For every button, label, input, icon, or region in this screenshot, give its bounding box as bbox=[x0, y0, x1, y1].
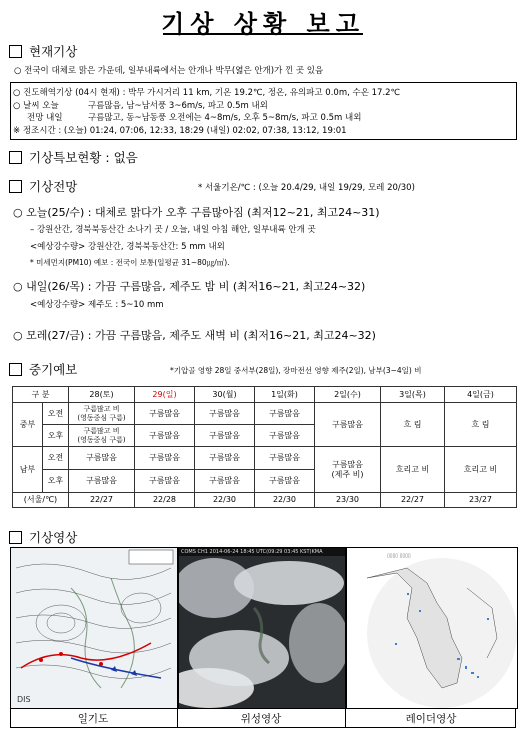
table-temp-row bbox=[13, 493, 517, 508]
table-cell: 구름많음 bbox=[135, 403, 195, 425]
table-day-header: 4일(금) bbox=[445, 387, 517, 403]
weather-tomorrow-label: 전망 내일 bbox=[27, 113, 63, 123]
section-midterm bbox=[9, 360, 77, 378]
section-special-heading: 기상특보현황 : 없음 bbox=[29, 150, 138, 165]
tide-times: ※ 정조시간 : (오늘) 01:24, 07:06, 12:33, 18:29 (내일) 02:02, 07:38, 13:12, 19:01 bbox=[13, 126, 347, 136]
forecast-tomorrow: ○ 내일(26/목) : 가끔 구름많음, 제주도 밤 비 (최저16~21, 최고24~32) bbox=[13, 280, 366, 293]
temp-cell: 22/30 bbox=[195, 493, 255, 508]
section-midterm-heading: 중기예보 bbox=[29, 362, 78, 377]
table-day-header: 28(토) bbox=[69, 387, 135, 403]
table-cell: 구름많음 bbox=[255, 403, 315, 425]
radar-image bbox=[346, 547, 518, 709]
current-summary: ○ 전국이 대체로 맑은 가운데, 일부내륙에서는 안개나 박무(엷은 안개)가 낀 곳 있음 bbox=[14, 66, 324, 76]
table-cell: 흐리고 비 bbox=[381, 447, 445, 493]
chart-tag: DIS bbox=[17, 695, 31, 704]
satellite-icon bbox=[179, 548, 345, 708]
pm-label: 오후 bbox=[43, 425, 69, 447]
radar-icon bbox=[347, 548, 517, 708]
table-cell: 구름많고 비 (영동중심 구름) bbox=[69, 425, 135, 447]
temp-cell: 22/28 bbox=[135, 493, 195, 508]
caption-divider bbox=[345, 708, 346, 728]
temp-cell: 22/30 bbox=[255, 493, 315, 508]
section-images bbox=[9, 528, 77, 546]
table-row bbox=[13, 403, 517, 425]
section-forecast bbox=[9, 177, 77, 195]
temp-cell: 22/27 bbox=[381, 493, 445, 508]
satellite-header: COMS CH1 2014-06-24 18:45 UTC(09:29 03:45 KST)KMA bbox=[181, 549, 323, 555]
table-cell: 구름많음 bbox=[69, 470, 135, 493]
caption-satellite: 위성영상 bbox=[240, 713, 282, 725]
midterm-table bbox=[12, 386, 517, 508]
temp-cell: 22/27 bbox=[69, 493, 135, 508]
title-underline bbox=[163, 33, 363, 35]
table-day-header: 3일(목) bbox=[381, 387, 445, 403]
table-cell: 구름많음 bbox=[69, 447, 135, 470]
table-cell: 구름많음 bbox=[315, 403, 381, 447]
table-day-header: 29(일) bbox=[135, 387, 195, 403]
table-cell: 구름많음 bbox=[135, 447, 195, 470]
svg-text:▯▯▯▯ ▯▯▯▯: ▯▯▯▯ ▯▯▯▯ bbox=[387, 553, 411, 559]
table-header-label: 구 분 bbox=[13, 387, 69, 403]
table-cell: 구름많음 bbox=[135, 425, 195, 447]
weather-today-label: ○ 날씨 오늘 bbox=[13, 101, 59, 111]
weather-chart-icon bbox=[11, 548, 177, 708]
section-box-icon bbox=[9, 45, 22, 58]
weather-tomorrow-text: 구름많고, 동~남동풍 오전에는 4~8m/s, 오후 5~8m/s, 파고 0.5m 내외 bbox=[88, 113, 362, 123]
midterm-note: *기압골 영향 28일 중서부(28일), 장마전선 영향 제주(2일), 남부(3~4일) 비 bbox=[170, 366, 422, 375]
sea-weather-line: ○ 진도해역기상 (04시 현재) : 박무 가시거리 11 km, 기온 19.2℃, 정온, 유의파고 0.0m, 수온 17.2℃ bbox=[13, 88, 401, 98]
seoul-temperature: * 서울기온/℃ : (오늘 20.4/29, 내일 19/29, 모레 20/30) bbox=[198, 183, 415, 193]
table-cell: 구름많음 bbox=[255, 447, 315, 470]
weather-today-text: 구름많음, 남~남서풍 3~6m/s, 파고 0.5m 내외 bbox=[88, 101, 268, 111]
table-cell: 구름많음 (제주 비) bbox=[315, 447, 381, 493]
forecast-today: ○ 오늘(25/수) : 대체로 맑다가 오후 구름많아짐 (최저12~21, 최고24~31) bbox=[13, 206, 380, 219]
section-box-icon bbox=[9, 363, 22, 376]
table-cell: 구름많음 bbox=[195, 425, 255, 447]
table-row bbox=[13, 447, 517, 470]
section-box-icon bbox=[9, 151, 22, 164]
table-header-row bbox=[13, 387, 517, 403]
forecast-dayafter: ○ 모레(27/금) : 가끔 구름많음, 제주도 새벽 비 (최저16~21, 최고24~32) bbox=[13, 329, 376, 342]
section-current bbox=[9, 42, 77, 60]
region-central: 중부 bbox=[13, 403, 43, 447]
table-day-header: 1일(화) bbox=[255, 387, 315, 403]
section-special bbox=[9, 148, 138, 166]
section-forecast-heading: 기상전망 bbox=[29, 179, 78, 194]
table-cell: 구름많음 bbox=[195, 447, 255, 470]
am-label: 오전 bbox=[43, 447, 69, 470]
table-cell: 구름많고 비 (영동중심 구름) bbox=[69, 403, 135, 425]
section-box-icon bbox=[9, 180, 22, 193]
section-images-heading: 기상영상 bbox=[29, 530, 78, 545]
table-cell: 흐리고 비 bbox=[445, 447, 517, 493]
forecast-tomorrow-precip: <예상강수량> 제주도 : 5~10 mm bbox=[30, 300, 164, 310]
caption-frame bbox=[10, 708, 516, 728]
table-day-header: 2일(수) bbox=[315, 387, 381, 403]
table-cell: 흐 림 bbox=[445, 403, 517, 447]
caption-weather-chart: 일기도 bbox=[77, 713, 109, 725]
temp-cell: 23/30 bbox=[315, 493, 381, 508]
forecast-today-detail: – 강원산간, 경북북동산간 소나기 곳 / 오늘, 내일 아침 해안, 일부내륙 안개 곳 bbox=[30, 225, 316, 235]
region-south: 남부 bbox=[13, 447, 43, 493]
pm-label: 오후 bbox=[43, 470, 69, 493]
page-title: 기상 상황 보고 bbox=[161, 10, 365, 38]
forecast-today-dust: * 미세먼지(PM10) 예보 : 전국이 보통(일평균 31~80㎍/㎥). bbox=[30, 258, 230, 267]
table-cell: 구름많음 bbox=[255, 425, 315, 447]
satellite-image bbox=[178, 547, 346, 709]
am-label: 오전 bbox=[43, 403, 69, 425]
caption-divider bbox=[177, 708, 178, 728]
temp-cell: 23/27 bbox=[445, 493, 517, 508]
table-cell: 구름많음 bbox=[135, 470, 195, 493]
temp-label: (서울/℃) bbox=[13, 493, 69, 508]
table-day-header: 30(월) bbox=[195, 387, 255, 403]
section-box-icon bbox=[9, 531, 22, 544]
section-current-heading: 현재기상 bbox=[29, 44, 78, 59]
caption-radar: 레이더영상 bbox=[405, 713, 457, 725]
table-cell: 구름많음 bbox=[255, 470, 315, 493]
weather-chart-image bbox=[10, 547, 178, 709]
forecast-today-precip: <예상강수량> 강원산간, 경북북동산간: 5 mm 내외 bbox=[30, 242, 225, 252]
table-cell: 구름많음 bbox=[195, 403, 255, 425]
table-cell: 구름많음 bbox=[195, 470, 255, 493]
table-cell: 흐 림 bbox=[381, 403, 445, 447]
